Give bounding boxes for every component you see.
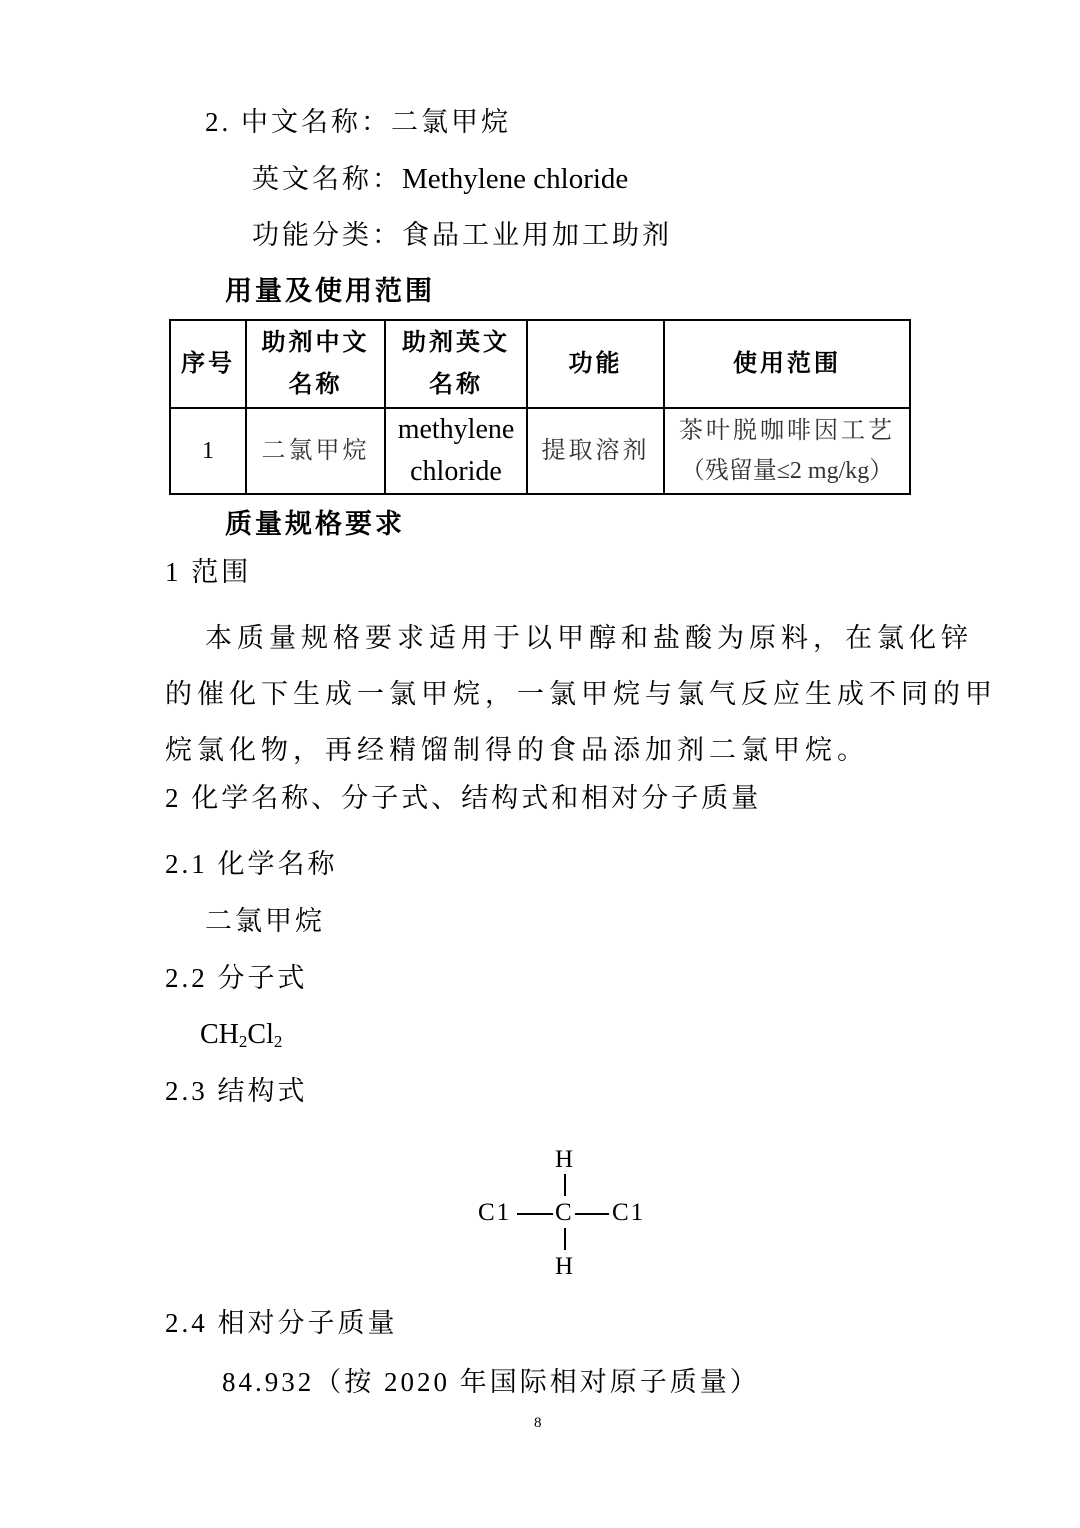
col-no: 序号 xyxy=(170,320,246,408)
col-function: 功能 xyxy=(527,320,664,408)
quality-title: 质量规格要求 xyxy=(225,509,405,539)
item-cn-name: 2. 中文名称：二氯甲烷 xyxy=(205,107,511,137)
paragraph-line: 本质量规格要求适用于以甲醇和盐酸为原料，在氯化锌 xyxy=(205,623,973,653)
section-2-4-heading: 2.4 相对分子质量 xyxy=(165,1308,398,1338)
usage-title: 用量及使用范围 xyxy=(225,276,435,306)
cell-no: 1 xyxy=(170,408,246,494)
paragraph-line: 烷氯化物，再经精馏制得的食品添加剂二氯甲烷。 xyxy=(165,735,869,765)
bond-right xyxy=(575,1213,609,1215)
atom-cl-right: C1 xyxy=(612,1199,646,1226)
atom-cl-left: C1 xyxy=(478,1199,512,1226)
section-2-heading: 2 化学名称、分子式、结构式和相对分子质量 xyxy=(165,783,762,813)
section-2-3-heading: 2.3 结构式 xyxy=(165,1076,308,1106)
section-2-1-heading: 2.1 化学名称 xyxy=(165,849,338,879)
page-number: 8 xyxy=(534,1415,542,1431)
col-cn: 助剂中文 名称 xyxy=(246,320,385,408)
cell-cn: 二氯甲烷 xyxy=(246,408,385,494)
table-header-row xyxy=(170,320,910,408)
atom-c: C xyxy=(555,1199,572,1226)
col-scope: 使用范围 xyxy=(664,320,910,408)
col-en: 助剂英文 名称 xyxy=(385,320,527,408)
molecular-mass: 84.932（按 2020 年国际相对原子质量） xyxy=(222,1367,760,1397)
chemical-name: 二氯甲烷 xyxy=(205,906,325,936)
cell-function: 提取溶剂 xyxy=(527,408,664,494)
item-en-name: 英文名称：Methylene chloride xyxy=(252,163,629,195)
atom-h-top: H xyxy=(555,1146,574,1173)
cell-scope: 茶叶脱咖啡因工艺 （残留量≤2 mg/kg） xyxy=(664,408,910,494)
cell-en: methylene chloride xyxy=(385,408,527,494)
section-2-2-heading: 2.2 分子式 xyxy=(165,963,308,993)
bond-left xyxy=(517,1213,553,1215)
atom-h-bottom: H xyxy=(555,1253,574,1280)
molecular-formula: $CH_2Cl_2$ xyxy=(200,1019,283,1051)
bond-bottom xyxy=(564,1228,566,1250)
usage-table xyxy=(169,319,911,495)
item-function: 功能分类：食品工业用加工助剂 xyxy=(252,220,672,250)
section-1-heading: 1 范围 xyxy=(165,557,252,587)
paragraph-line: 的催化下生成一氯甲烷，一氯甲烷与氯气反应生成不同的甲 xyxy=(165,679,997,709)
table-row xyxy=(170,408,910,494)
bond-top xyxy=(564,1174,566,1196)
